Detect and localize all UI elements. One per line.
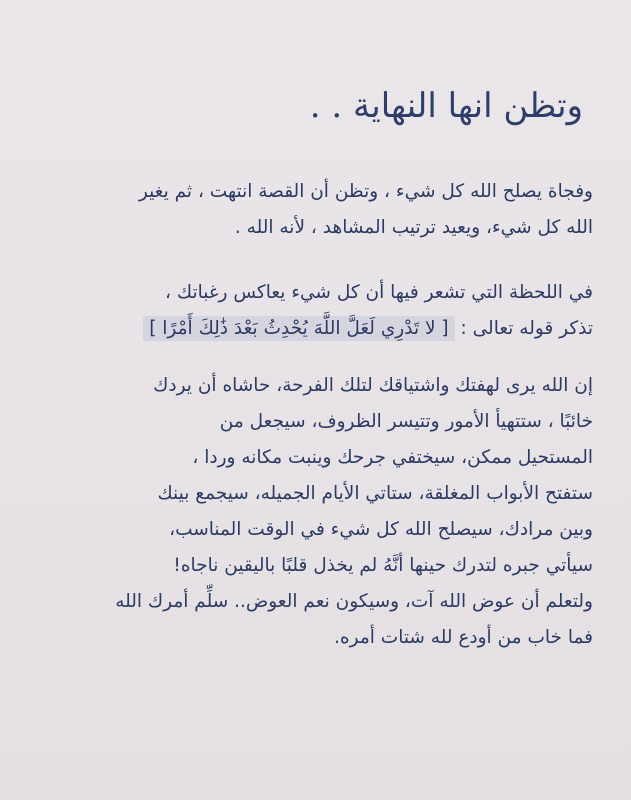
text-line: خائبًا ، ستتهيأ الأمور وتتيسر الظروف، سيجعل من xyxy=(219,411,593,432)
text-line: فما خاب من أودع لله شتات أمره. xyxy=(334,627,593,648)
text-line: المستحيل ممكن، سيختفي جرحك وينبت مكانه وردا ، xyxy=(192,447,593,468)
verse-line xyxy=(33,311,593,347)
text-line: إن الله يرى لهفتك واشتياقك لتلك الفرحة، حاشاه أن يردك xyxy=(153,375,593,396)
verse-intro: تذكر قوله تعالى : xyxy=(454,318,593,339)
page-title: وتظن انها النهاية . . xyxy=(309,86,583,126)
paragraph-body xyxy=(33,368,593,656)
paragraph-verse xyxy=(33,275,593,347)
text-line: ستفتح الأبواب المغلقة، ستاتي الأيام الجميله، سيجمع بينك xyxy=(157,483,593,504)
text-line: الله كل شيء، ويعيد ترتيب المشاهد ، لأنه الله . xyxy=(234,217,593,238)
text-line: سيأتي جبره لتدرك حينها أنَّهُ لم يخذل قلبًا باليقين ناجاه! xyxy=(173,555,593,576)
text-line: وفجاة يصلح الله كل شيء ، وتظن أن القصة انتهت ، ثم يغير xyxy=(138,181,593,202)
text-line: وبين مرادك، سيصلح الله كل شيء في الوقت المناسب، xyxy=(169,519,593,540)
verse-highlight: [ لا تَدْرِي لَعَلَّ اللَّهَ يُحْدِثُ بَعْدَ ذَٰلِكَ أَمْرًا ] xyxy=(143,316,454,341)
text-line: ولتعلم أن عوض الله آت، وسيكون نعم العوض.. سلِّم أمرك الله xyxy=(115,591,593,612)
paragraph-intro xyxy=(33,174,593,246)
text-line: في اللحظة التي تشعر فيها أن كل شيء يعاكس رغباتك ، xyxy=(165,282,593,303)
